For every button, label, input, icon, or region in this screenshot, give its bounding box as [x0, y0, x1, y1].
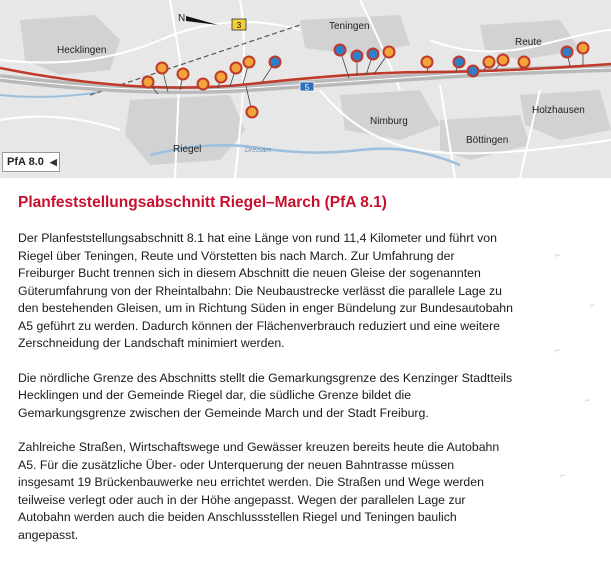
b3-label: 3: [236, 21, 242, 30]
a5-label: 5: [304, 83, 310, 92]
map-marker-orange: [484, 57, 495, 68]
decorative-mark: ⌐: [590, 300, 596, 310]
decorative-mark: ⌐: [555, 250, 561, 260]
road-shield-a5: [300, 82, 314, 92]
label-dreisam: Dreisam: [245, 147, 272, 154]
paragraph-1: Der Planfeststellungsabschnitt 8.1 hat eine Länge von rund 11,4 Kilometer und führt von Riegel über Teningen, Reute und Vörstetten bis nach March. Zur Umfahrung der Freiburger Bucht trennen sich in diesem Abschnitt die neuen Gleise der sogenannten Güterumfahrung von der Rheintalbahn: Die Neubaustrecke verlässt die parallele Lage zu den bestehenden Gleisen, um in Richtung Süden in enger Bündelung zur Bundesautobahn A5 geführt zu werden. Dadurch können der Flächenverbrauch reduziert und eine weitere Zerschneidung der Landschaft minimiert werden.: [18, 231, 513, 350]
label-hecklingen: Hecklingen: [57, 45, 107, 56]
decorative-mark: ⌐: [585, 395, 591, 405]
map-marker-orange: [178, 69, 189, 80]
map-marker-orange: [498, 55, 509, 66]
map-marker-blue: [335, 45, 346, 56]
map-marker-orange: [157, 63, 168, 74]
north-label: N: [178, 13, 186, 24]
map-marker-blue: [368, 49, 379, 60]
map-marker-orange: [519, 57, 530, 68]
decorative-mark: ⌐: [555, 345, 561, 355]
map-marker-blue: [270, 57, 281, 68]
pfa-badge-label: PfA 8.0: [7, 156, 44, 168]
label-holzhausen: Holzhausen: [532, 105, 585, 116]
map-marker-orange: [578, 43, 589, 54]
map-marker-blue: [352, 51, 363, 62]
map-marker-orange: [231, 63, 242, 74]
label-reute: Reute: [515, 37, 542, 48]
road-shield-b3: [232, 19, 246, 30]
page-title: Planfeststellungsabschnitt Riegel–March (PfA 8.1): [18, 194, 387, 211]
map-marker-blue: [562, 47, 573, 58]
route-map: [0, 0, 611, 178]
label-riegel: Riegel: [173, 144, 202, 155]
paragraph-2: Die nördliche Grenze des Abschnitts stellt die Gemarkungsgrenze des Kenzinger Stadtteils Hecklingen und der Gemeinde Riegel dar, die südliche Grenze bildet die Gemarkungsgrenze zwischen der Gemeinde March und der Stadt Freiburg.: [18, 370, 513, 420]
map-marker-orange: [216, 72, 227, 83]
map-marker-orange: [244, 57, 255, 68]
label-nimburg: Nimburg: [370, 116, 408, 127]
chevron-left-icon: ◀: [49, 156, 57, 167]
article: [18, 194, 603, 561]
decorative-mark: ⌐: [560, 470, 566, 480]
map-marker-blue: [468, 66, 479, 77]
label-teningen: Teningen: [329, 21, 370, 32]
map-marker-orange: [422, 57, 433, 68]
map-marker-orange: [384, 47, 395, 58]
label-boettingen: Böttingen: [466, 135, 509, 146]
map-marker-orange: [247, 107, 258, 118]
map-marker-orange: [143, 77, 154, 88]
paragraph-3: Zahlreiche Straßen, Wirtschaftswege und Gewässer kreuzen bereits heute die Autobahn A5. Für die zusätzliche Über- oder Unterquerung der neuen Bahntrasse müssen insgesamt 19 Brückenbauwerke neu errichtet werden. Die Straßen und Wege werden teilweise verlegt oder auch in der Höhe angepasst. Wegen der parallelen Lage zur Autobahn werden auch die beiden Anschlussstellen Riegel und Teningen baulich angepasst.: [18, 440, 500, 542]
map-marker-blue: [454, 57, 465, 68]
pfa-section-selector[interactable]: [2, 152, 60, 172]
map-marker-orange: [198, 79, 209, 90]
